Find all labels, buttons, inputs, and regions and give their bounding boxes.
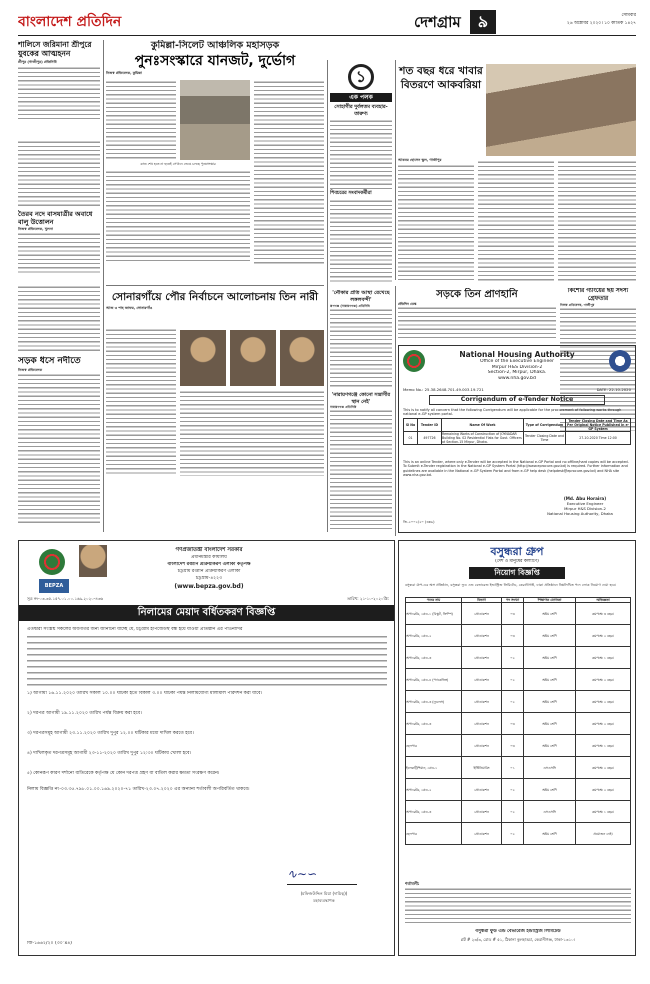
polok-headline: সোহাগীর দুর্বলতম ব্যবহার-তারুণ্য (334, 104, 388, 117)
cell: অষ্টম শ্রেণি (524, 647, 576, 669)
signature-icon: ∿∼∽ (287, 867, 357, 885)
bashundhara-recruitment-ad (398, 540, 636, 956)
lead-text-left (106, 80, 176, 160)
company-address-2: প্লট # ২৩/৩, রোড # ৫১, ঠিকানা কুলহাড্ডা, কেরানীগঞ্জ, ঢাকা-১৩১০। (460, 937, 576, 942)
nha-logo-icon (609, 350, 631, 372)
byline: শ্রীপুর (গাজীপুর) প্রতিনিধি (18, 60, 57, 64)
issue-date: ২৬ অক্টোবর ২০২০। ১০ কার্তিক ১৪২৭ (566, 21, 636, 26)
cell: ইলেকট্রিশিয়ান, গ্রেড-১ (406, 757, 462, 779)
table-row (406, 735, 631, 757)
signatory-org: National Housing Authority, Dhaka (547, 512, 613, 516)
byline: নিজস্ব প্রতিবেদক, গাজীপুর (560, 303, 595, 307)
cell: কমপক্ষে ২ বছর। (576, 713, 631, 735)
memo-date: তারিখ: ২১-১০-২০২০খ্রি: (347, 596, 389, 601)
table-row (404, 432, 631, 445)
office-line: প্রধানমন্ত্রীর কার্যালয় (191, 555, 227, 560)
cell: কমপক্ষে ২ বছর। (576, 779, 631, 801)
signatory-name: (Md. Abu Horaira) (563, 496, 607, 501)
cell: অষ্টম শ্রেণি (524, 691, 576, 713)
headline: সড়কে তিন প্রাণহানি (436, 289, 518, 300)
term-item: ১) আগামী ১৬.১১.২০২০ তারিখ সকাল ১০.০০ ঘটিকা হতে বিকাল ৩.০০ ঘটিকা পর্যন্ত নিলামযোগ্য মালামাল পরিদর্শন করা যাবে। (27, 691, 263, 696)
bd-seal-icon (39, 549, 65, 575)
cell: প্রোডাকশন (462, 625, 502, 647)
brand-tagline: (দেশ ও মানুষের কল্যাণে) (495, 559, 539, 564)
cell: কমপক্ষে ১ বছর। (576, 801, 631, 823)
city-line: চট্টগ্রাম-৪২২৩ (195, 576, 223, 581)
term-item: ৩) দরপত্রসমূহ আগামী ২৩.১১.২০২০ তারিখ দুপুর ১২.০০ ঘটিকার মধ্যে দাখিল করতে হবে। (27, 731, 194, 736)
body-text (18, 66, 100, 122)
job-table (405, 597, 631, 845)
cell: প্রোডাকশন (462, 779, 502, 801)
byline: নিজস্ব প্রতিবেদক, খুলনা (18, 227, 53, 231)
col-header: Tender Closing Date and Time As Per Original Notice Published in e-GP System (567, 419, 629, 431)
body-text (558, 160, 636, 282)
byline: রূপগঞ্জ (নারায়ণগঞ্জ) প্রতিনিধি (330, 304, 370, 308)
body-text (106, 328, 176, 476)
feature-photo[interactable] (486, 64, 636, 156)
cell: ০১ (502, 757, 524, 779)
candidate-photo-2[interactable] (230, 330, 276, 386)
cell: ০২ (502, 823, 524, 845)
cell: অপারেটর, গ্রেড-৩ (406, 713, 462, 735)
story-sonargaon (106, 290, 324, 536)
section-label: দেশগ্রাম (414, 13, 461, 31)
zone-line: চট্টগ্রাম রপ্তানি প্রক্রিয়াকরণ এলাকা (177, 569, 241, 574)
signatory-division: Mirpur H&S Division-2 (564, 507, 606, 511)
headline: শালিসে জরিমানা শ্রীপুরে যুবকের আত্মহনন (18, 40, 92, 58)
masthead (18, 10, 636, 34)
body-text (398, 306, 556, 338)
term-item: ৪) দাখিলকৃত দরপত্রসমূহ আগামী ২৩-১১-২০২০ তারিখ দুপুর ১২:৩০ ঘটিকায় খোলা হবে। (27, 751, 192, 756)
cell: অষ্টম শ্রেণি (524, 603, 576, 625)
body-fill (18, 285, 100, 351)
company-address: বসুন্ধরা ফুড এন্ড বেভারেজ ইন্ডাস্ট্রিজ লিমিটেড (475, 929, 561, 934)
cell: ০২ (502, 779, 524, 801)
cell: প্রোডাকশন (462, 801, 502, 823)
bd-seal-icon (403, 350, 425, 372)
signatory-name: (মফিজউদ্দিন মিয়া (দায়িত্ব)) (300, 891, 348, 896)
headline: সড়ক ধসে নদীতে (18, 356, 81, 366)
terms-label: শর্তাবলী: (405, 881, 420, 886)
subheadline: 'নারায়ণগঞ্জে কোনো সন্ত্রাসীর স্থান নেই' (331, 392, 391, 405)
table-header-row (406, 598, 631, 603)
page-number: ৯ (470, 10, 496, 34)
lead-rule (106, 285, 324, 286)
cell: ০৩ (502, 625, 524, 647)
cell: কমপক্ষে ৩ বছর। (576, 603, 631, 625)
cell: 01 (404, 432, 418, 445)
ad-ref: জি-২০০২/২০ (৩x৬) (403, 520, 435, 524)
cell: ০৩ (502, 603, 524, 625)
col-header: Tender ID (418, 419, 442, 432)
cell: কমপক্ষে ১ বছর। (576, 735, 631, 757)
story-road-collapse (18, 356, 100, 536)
feature-headline: শত বছর ধরে খাবার বিতরণে আকবরিয়া (399, 65, 483, 91)
story-narayanganj (330, 290, 392, 536)
cell: কমপক্ষে ২ বছর। (576, 625, 631, 647)
cell: কমপক্ষে ২ বছর। (576, 669, 631, 691)
body-text (330, 119, 392, 189)
cell: অষ্টম শ্রেণি (524, 779, 576, 801)
body-text (398, 164, 474, 282)
headline: কিশোর গ্যাংয়ের ছয় সদস্য গ্রেফতার (567, 288, 629, 302)
job-rows (406, 603, 631, 845)
nha-website[interactable]: www.nha.gov.bd (498, 375, 536, 381)
headline: তৈরব নদে বাসযাত্রীর অবাধে বালু উত্তোলন (18, 210, 93, 226)
corrigendum-table (403, 418, 631, 445)
signatory-title: মহাব্যবস্থাপক (313, 898, 335, 903)
bepza-logo-icon: BEPZA (39, 579, 69, 593)
column-divider (395, 60, 396, 280)
cell: কমপক্ষে ২ বছর। (576, 691, 631, 713)
gov-line: গণপ্রজাতন্ত্রী বাংলাদেশ সরকার (175, 547, 243, 553)
term-item: ৫) কোনরূপ কারণ দর্শানো ব্যতিরেকে কর্তৃপক্ষ যে কোন দরপত্র গ্রহণ বা বাতিল করার ক্ষমতা সংরক্ষণ করেন। (27, 771, 220, 776)
lead-text-left-2 (106, 170, 250, 264)
headline: 'নৌকার প্রতি আস্থা রেখেছে লঙ্গলবন্দী' (332, 290, 390, 303)
table-row (406, 669, 631, 691)
feature-akbaria (398, 64, 636, 284)
bepza-auction-ad (18, 540, 395, 956)
cell: 27-10-2020 Time 12:00 (566, 432, 631, 445)
ek-polok-box (330, 64, 392, 284)
portrait-photo (79, 545, 107, 577)
cell: প্রোডাকশন (462, 647, 502, 669)
cell: ০২ (502, 669, 524, 691)
table-row (406, 691, 631, 713)
issue-day: সোমবার (621, 13, 636, 18)
ad-ref: জি-১৬৬২/২০ (৩০″x৪) (27, 941, 72, 946)
candidate-photo-1[interactable] (180, 330, 226, 386)
table-row (406, 603, 631, 625)
cell: প্রোডাকশন (462, 823, 502, 845)
cell: অপারেটর, গ্রেড-২ (406, 625, 462, 647)
notice-intro: This is to notify all concern that the following Corrigendum will be applicable for the procurement of following works through national e-GP system portal. (403, 408, 622, 417)
cell: হেলপার (406, 735, 462, 757)
cell: কমপক্ষে ২ বছর। (576, 757, 631, 779)
masthead-rule (18, 35, 636, 36)
column-divider (395, 286, 396, 536)
term-item: ২) দরপত্র আগামী ১৯.১১.২০২০ তারিখ পর্যন্ত বিক্রয় করা হবে। (27, 711, 142, 716)
column-divider (103, 40, 104, 532)
lead-photo[interactable] (180, 80, 250, 160)
intro-text: এতদ্বারা সংশ্লিষ্ট সকলের অবগতির জন্য জানানো যাচ্ছে যে, চট্টগ্রাম ইপিজেডস্থ বন্ধ হয়ে যাওয়া প্রতিষ্ঠান এর পাওনাদির (27, 627, 243, 632)
cell: এসএসসি (524, 801, 576, 823)
memo-number: Memo No.: 25.38.2648.701.49.003.19.721 (403, 387, 484, 392)
cell: প্রয়োজন নেই। (576, 823, 631, 845)
lead-photo-caption: কাজ শেষ হতে না হতেই সেখানে ভেঙে চলছে পুনঃসংস্কার (140, 162, 216, 166)
table-row (406, 779, 631, 801)
table-row (406, 625, 631, 647)
cell: ০২ (502, 801, 524, 823)
body-text (18, 232, 100, 274)
col-header: অভিজ্ঞতা (576, 598, 631, 603)
signatory-title: Executive Engineer (566, 502, 604, 506)
memo-number: সূত্র নং-০৩.৩৫.১৫৭.০১.০০.১৬৯.২০২০-৪৩৬ (27, 596, 104, 601)
table-row (406, 757, 631, 779)
cell: অপারেটর, গ্রেড-৪ (প্যাকেজিং) (406, 669, 462, 691)
cell: অষ্টম শ্রেণি (524, 625, 576, 647)
col-header: পদের নাম (406, 598, 462, 603)
table-row (406, 823, 631, 845)
cell: অষ্টম শ্রেণি (524, 669, 576, 691)
cell: এসএসসি (524, 757, 576, 779)
cell: Remaining Works of Construction of JOYNADAR Building No. 02 Residential Flats for Govt. Officers at Section-15 Mirpur, Dhaka. (442, 432, 522, 444)
cell: ০২ (502, 691, 524, 713)
nha-address: Section-2, Mirpur, Dhaka. (487, 370, 547, 375)
cell: প্রোডাকশন (462, 713, 502, 735)
terms-text (405, 887, 631, 923)
table-row (406, 647, 631, 669)
cell: প্রোডাকশন (462, 691, 502, 713)
body-text (180, 390, 324, 476)
col-header: বিভাগ (462, 598, 502, 603)
story-road-deaths (398, 288, 556, 342)
byline: নারায়ণগঞ্জ প্রতিনিধি (330, 405, 357, 409)
cell: কমপক্ষে ১ বছর। (576, 647, 631, 669)
cell: অপারেটর, গ্রেড-১ (বিস্কুট, ক্রিস্পি) (406, 603, 462, 625)
corrigendum-title: Corrigendum of e-Tender Notice (429, 395, 605, 405)
lead-byline: নিজস্ব প্রতিবেদক, কুমিল্লা (106, 71, 142, 75)
body-text (330, 308, 392, 388)
lead-headline: পুনঃসংস্কারে যানজট, দুর্ভোগ (134, 53, 296, 69)
badge-number: ১ (348, 64, 374, 90)
cell: ০৩ (502, 735, 524, 757)
lead-text-right (254, 80, 324, 264)
body-text (478, 160, 554, 282)
bepza-website[interactable]: (www.bepza.gov.bd) (174, 583, 244, 590)
byline: নিজস্ব প্রতিবেদক (18, 368, 43, 372)
headline: সোনারগাঁয়ে পৌর নির্বাচনে আলোচনায় তিন নারী (111, 291, 319, 303)
story-bhairab (18, 210, 100, 280)
cell: ০২ (502, 647, 524, 669)
recruit-title-bar: নিয়োগ বিজ্ঞপ্তি (469, 567, 565, 579)
byline: আজ ও শাহ জাফর, সোনারগাঁও (106, 306, 153, 310)
col-header: Sl No (404, 419, 418, 432)
col-header: Name Of Work (442, 419, 524, 432)
body-text (18, 373, 100, 523)
table-header-row (404, 419, 631, 432)
body-fill (18, 140, 100, 208)
authority-line: বাংলাদেশ রপ্তানি প্রক্রিয়াকরণ এলাকা কর্তৃপক্ষ (167, 562, 251, 567)
nha-division: Mirpur H&S Division-2 (491, 364, 543, 370)
cell: অপারেটর, গ্রেড-২ (406, 779, 462, 801)
cell: ইঞ্জিনিয়ারিং (462, 757, 502, 779)
cell: অষ্টম শ্রেণি (524, 823, 576, 845)
memo-date: DATE: 22-10-2020 (596, 387, 631, 392)
col-header: পদ সংখ্যা (502, 598, 524, 603)
cell: অপারেটর, গ্রেড-৩ (406, 647, 462, 669)
auction-title-bar: নিলামের মেয়াদ বর্ধিতকরণ বিজ্ঞপ্তি (19, 605, 394, 621)
notice-footer: This is an online Tender, where only e-Tender will be accepted in the National e-GP Portal and no offline/hard copies will be accepted. To Submit e-Tender registration in the National e-GP System Portal (http://www.eprocure.gov.bd) is required. Further information and guidelines are available in the National e-GP System Portal and from e-GP help desk (helpdesk@eprocure.gov.bd) and NHA site www.nha.gov.bd. (403, 460, 629, 477)
cell: অপারেটর, গ্রেড-৩ (নুডলস) (406, 691, 462, 713)
cell: হেলপার (406, 823, 462, 845)
brand-logo[interactable]: বাংলাদেশ প্রতিদিন (18, 14, 122, 30)
intro-fill (27, 634, 387, 686)
cell: অষ্টম শ্রেণি (524, 713, 576, 735)
story-shalish (18, 40, 100, 138)
recruit-intro: বসুন্ধরা গ্রুপ-এর অঙ্গ প্রতিষ্ঠান, বসুন্ধরা ফুড এন্ড বেভারেজ ইন্ডাস্ট্রিজ লিমিটেড, কেরানীগঞ্জ, ঢাকা প্রতিষ্ঠানে নিম্নলিখিত পদে লোক নিয়োগ দেয়া হবে। (405, 583, 617, 587)
cell: 497726 (418, 432, 442, 445)
cell: প্রোডাকশন (462, 669, 502, 691)
lead-story (106, 40, 324, 282)
cell: প্রোডাকশন (462, 603, 502, 625)
closing-text: নিলাম বিজ্ঞপ্তি নং-০৩.৩৫.৭৯৮.০১.০০.১৬৯.২০২০-৭১ তারিখ-২৩.০৭.২০২০ এর অন্যান্য শর্তাবলী অপরিবর্তিত থাকবে। (27, 787, 250, 792)
cell: প্রোডাকশন (462, 735, 502, 757)
subheadline: শিবচরের সংবাদকর্মীরা (330, 191, 372, 196)
body-text (330, 409, 392, 529)
polok-badge: এক পলক (330, 93, 392, 102)
nha-name: National Housing Authority (459, 350, 575, 359)
cell: অষ্টম শ্রেণি (524, 735, 576, 757)
cell: ০৩ (502, 713, 524, 735)
cell: Tender Closing Date and Time (524, 432, 566, 445)
col-header: Type of Corrigendum (524, 419, 566, 432)
byline: প্রতিদিন ডেস্ক (398, 302, 417, 306)
body-text (330, 199, 392, 284)
table-row (406, 713, 631, 735)
col-header: শিক্ষাগত যোগ্যতা (524, 598, 576, 603)
cell: অপারেটর, গ্রেড-৩ (406, 801, 462, 823)
brand-name: বসুন্ধরা গ্রুপ (490, 545, 544, 558)
feature-byline: আকবর হোসেন স্কুল, গাজীপুর (398, 158, 442, 162)
nha-office: Office of the Executive Engineer (479, 359, 555, 364)
lead-kicker: কুমিল্লা-সিলেট আঞ্চলিক মহাসড়ক (150, 40, 280, 51)
terms-list (27, 691, 387, 793)
nha-tender-ad (398, 345, 636, 533)
table-row (406, 801, 631, 823)
column-divider (327, 60, 328, 532)
candidate-photo-3[interactable] (280, 330, 324, 386)
